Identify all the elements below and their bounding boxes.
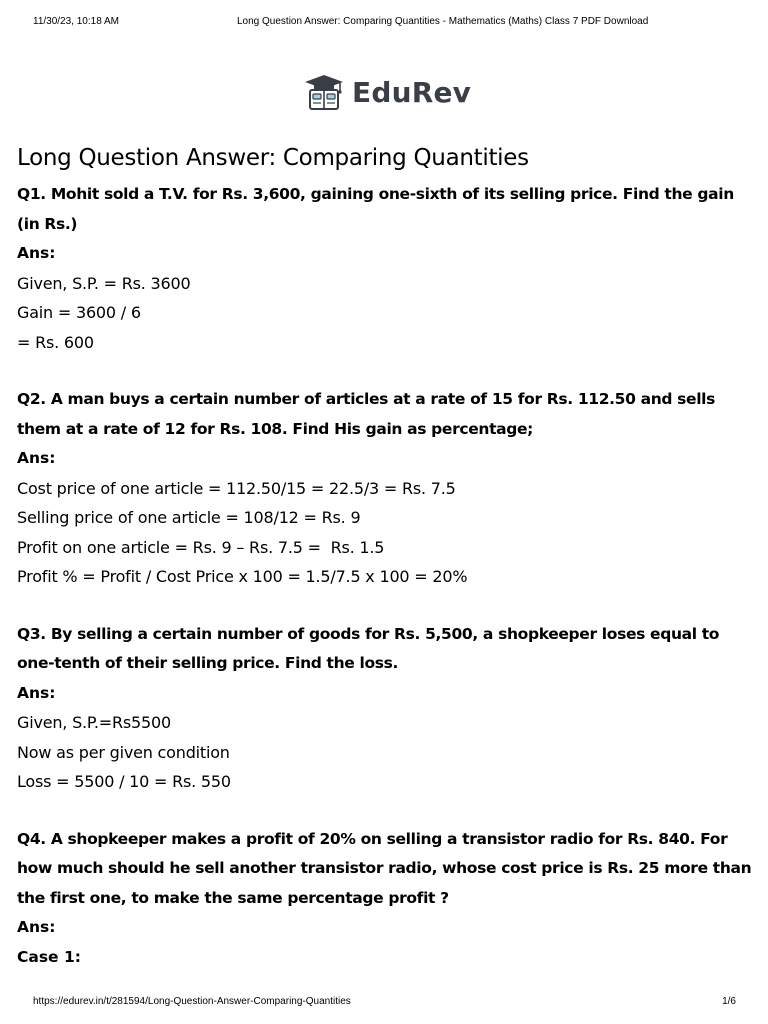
answer-line: = Rs. 600: [17, 332, 94, 352]
question-block-3: [17, 620, 752, 797]
question-block-4: [17, 825, 752, 973]
document-content: [17, 140, 752, 1000]
answer-label: Ans:: [17, 244, 56, 262]
answer-label: Ans:: [17, 918, 56, 936]
case-label: Case 1:: [17, 947, 81, 966]
print-url[interactable]: https://edurev.in/t/281594/Long-Question-Answer-Comparing-Quantities: [33, 996, 351, 1007]
answer-label: Ans:: [17, 683, 56, 702]
question-block-1: [17, 180, 752, 357]
answer-line: Now as per given condition: [17, 742, 230, 762]
answer-line: Cost price of one article = 112.50/15 = 22.5/3 = Rs. 7.5: [17, 478, 456, 498]
answer-line: Profit % = Profit / Cost Price x 100 = 1.5/7.5 x 100 = 20%: [17, 567, 468, 586]
question-block-2: [17, 385, 752, 592]
edurev-logo[interactable]: [303, 72, 471, 112]
answer-line: Profit on one article = Rs. 9 – Rs. 7.5 = Rs. 1.5: [17, 537, 385, 557]
question-text: Q4. A shopkeeper makes a profit of 20% on selling a transistor radio for Rs. 840. For how much should he sell another transistor radio, whose cost price is Rs. 25 more than the first one, to make the same percentage profit ?: [17, 829, 752, 907]
answer-line: Selling price of one article = 108/12 = Rs. 9: [17, 508, 361, 527]
print-document-title: Long Question Answer: Comparing Quantities - Mathematics (Maths) Class 7 PDF Download: [237, 16, 649, 27]
question-text: Q1. Mohit sold a T.V. for Rs. 3,600, gaining one-sixth of its selling price. Find the gain (in Rs.): [17, 185, 734, 233]
question-text: Q2. A man buys a certain number of articles at a rate of 15 for Rs. 112.50 and sells them at a rate of 12 for Rs. 108. Find His gain as percentage;: [17, 390, 716, 438]
logo-text: EduRev: [352, 75, 472, 109]
answer-line: Given, S.P.=Rs5500: [17, 713, 171, 732]
answer-line: Loss = 5500 / 10 = Rs. 550: [17, 772, 231, 791]
answer-line: Given, S.P. = Rs. 3600: [17, 273, 191, 293]
page-title: Long Question Answer: Comparing Quantities: [17, 145, 529, 171]
answer-label: Ans:: [17, 449, 56, 467]
page-number: 1/6: [722, 996, 736, 1007]
graduation-cap-book-icon: [303, 73, 345, 111]
print-datetime: 11/30/23, 10:18 AM: [33, 16, 119, 27]
print-header: [0, 16, 768, 30]
answer-line: Gain = 3600 / 6: [17, 303, 141, 322]
question-text: Q3. By selling a certain number of goods for Rs. 5,500, a shopkeeper loses equal to one-tenth of their selling price. Find the loss.: [17, 624, 720, 672]
print-footer: [0, 996, 768, 1010]
